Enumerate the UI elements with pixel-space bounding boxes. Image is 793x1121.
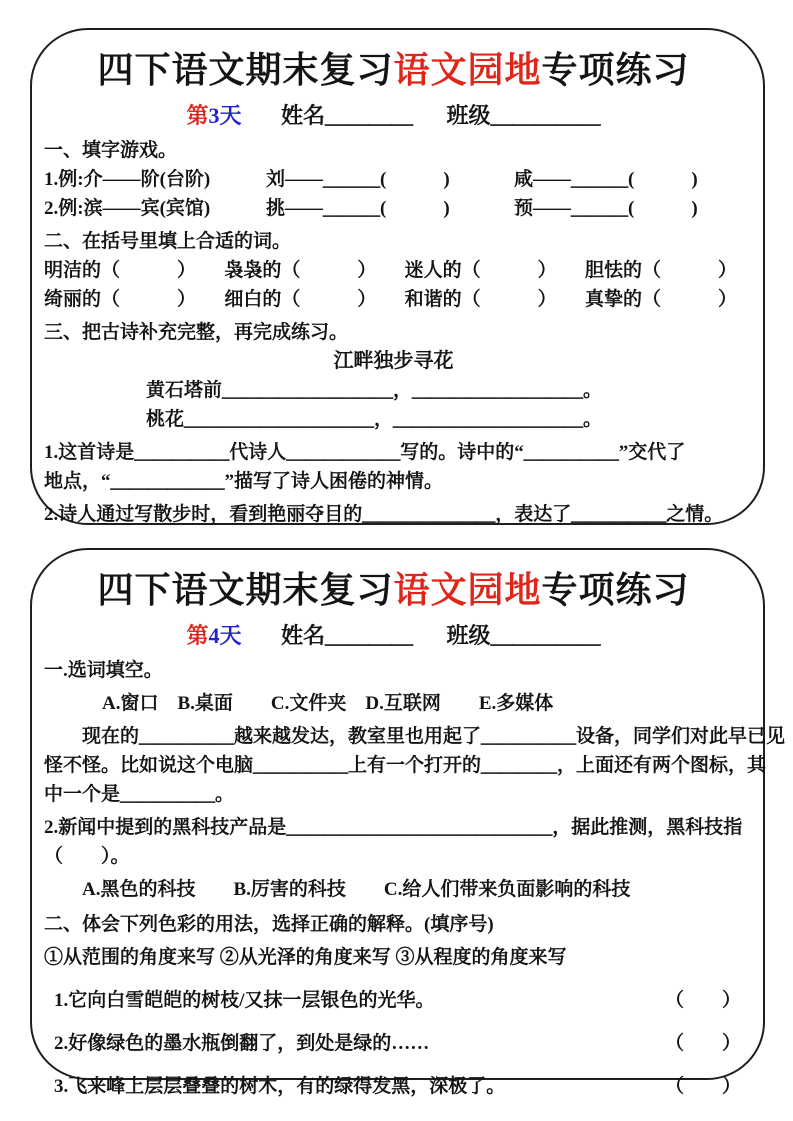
s1-q1-r2c2: 挑——＿＿＿( ) [266,198,450,219]
s2-q2-item1 [44,986,743,1015]
s1-q2-row2 [44,285,743,314]
s2-q2-heading: 二、体会下列色彩的用法，选择正确的解释。(填序号) [44,914,494,935]
s1-q2-r1c3: 迷人的（ ） [404,260,557,281]
day-label [186,103,241,128]
name-field: 姓名＿＿＿＿ [281,103,414,128]
s1-q2-r2c3: 和谐的（ ） [404,289,557,310]
s1-q1-heading: 一、填字游戏。 [44,140,178,161]
worksheet-day3 [30,28,765,525]
s2-q1-item2-line2: （ ）。 [44,846,130,867]
s1-q2-r2c2: 细白的（ ） [224,289,377,310]
s2-q2-item3 [44,1072,743,1101]
s2-q1-heading: 一.选词填空。 [44,660,163,681]
class-field: 班级＿＿＿＿＿ [446,623,601,648]
s1-q3-sub2: 2.诗人通过写散步时，看到艳丽夺目的＿＿＿＿＿＿＿，表达了＿＿＿＿＿之情。 [44,504,724,525]
worksheet-subtitle [44,619,743,650]
s2-q1-item2-line1: 2.新闻中提到的黑科技产品是＿＿＿＿＿＿＿＿＿＿＿＿＿＿，据此推测，黑科技指 [44,817,743,838]
worksheet-title [44,48,743,92]
s2-q2-item1-text: 1.它向白雪皑皑的树枝/又抹一层银色的光华。 [54,990,435,1011]
s2-q2-item2 [44,1029,743,1058]
s1-q2-heading: 二、在括号里填上合适的词。 [44,231,292,252]
s1-q2-r2c1: 绮丽的（ ） [44,289,197,310]
title-part2: 专项练习 [541,50,690,90]
s1-q1-r2c1: 2.例:滨——宾(宾馆) [44,198,211,219]
day-prefix: 第 [186,103,209,128]
s2-q1-para1: 现在的＿＿＿＿＿越来越发达，教室里也用起了＿＿＿＿＿设备，同学们对此早已见 [82,726,786,747]
s2-q1-item2-options: A.黑色的科技 B.厉害的科技 C.给人们带来负面影响的科技 [82,879,631,900]
s2-q1-para3: 中一个是＿＿＿＿＿。 [44,784,235,805]
s1-q1-row2 [44,194,743,223]
day-number: 4天 [208,623,242,648]
s1-q2-r1c1: 明洁的（ ） [44,260,197,281]
s2-q1-options: A.窗口 B.桌面 C.文件夹 D.互联网 E.多媒体 [102,693,554,714]
s1-q2-row1 [44,256,743,285]
s1-q3-sub1-line1: 1.这首诗是＿＿＿＿＿代诗人＿＿＿＿＿＿写的。诗中的“＿＿＿＿＿”交代了 [44,442,686,463]
worksheet-title [44,568,743,612]
title-part1: 四下语文期末复习 [97,50,394,90]
s1-q1-r1c1: 1.例:介——阶(台阶) [44,169,211,190]
title-part1: 四下语文期末复习 [97,570,394,610]
day-prefix: 第 [186,623,209,648]
poem-line-1: 黄石塔前＿＿＿＿＿＿＿＿＿，＿＿＿＿＿＿＿＿＿。 [146,380,603,401]
s1-q1-r1c3: 咸——＿＿＿( ) [514,169,698,190]
s2-q1-para2: 怪不怪。比如说这个电脑＿＿＿＿＿上有一个打开的＿＿＿＿，上面还有两个图标，其 [44,755,767,776]
day-label [186,623,241,648]
s1-q1-row1 [44,165,743,194]
s1-q1-r2c3: 预——＿＿＿( ) [514,198,698,219]
s1-q2-r1c4: 胆怯的（ ） [584,260,737,281]
worksheet-day4 [30,548,786,1097]
title-highlight: 语文园地 [393,570,542,610]
s1-q3-sub1-line2: 地点，“＿＿＿＿＿＿”描写了诗人困倦的神情。 [44,471,444,492]
s1-q2-r2c4: 真挚的（ ） [584,289,737,310]
s2-q2-item3-answer-paren: （ ） [664,1076,741,1097]
s1-q2-r1c2: 袅袅的（ ） [224,260,377,281]
day-number: 3天 [208,103,242,128]
class-field: 班级＿＿＿＿＿ [446,103,601,128]
name-field: 姓名＿＿＿＿ [281,623,414,648]
s2-q2-item3-text: 3.飞来峰上层层叠叠的树木，有的绿得发黑，深极了。 [54,1076,506,1097]
s1-q3-heading: 三、把古诗补充完整，再完成练习。 [44,322,349,343]
s2-q2-item1-answer-paren: （ ） [664,990,741,1011]
poem-line-2: 桃花＿＿＿＿＿＿＿＿＿＿，＿＿＿＿＿＿＿＿＿＿。 [146,409,603,430]
s2-q2-item2-text: 2.好像绿色的墨水瓶倒翻了，到处是绿的…… [54,1033,430,1054]
poem-title: 江畔独步寻花 [333,350,454,372]
worksheet-subtitle [44,99,743,130]
s1-q1-r1c2: 刘——＿＿＿( ) [266,169,450,190]
title-highlight: 语文园地 [393,50,542,90]
s2-q2-legend: ①从范围的角度来写 ②从光泽的角度来写 ③从程度的角度来写 [44,947,567,968]
s2-q2-item2-answer-paren: （ ） [664,1033,741,1054]
title-part2: 专项练习 [541,570,690,610]
